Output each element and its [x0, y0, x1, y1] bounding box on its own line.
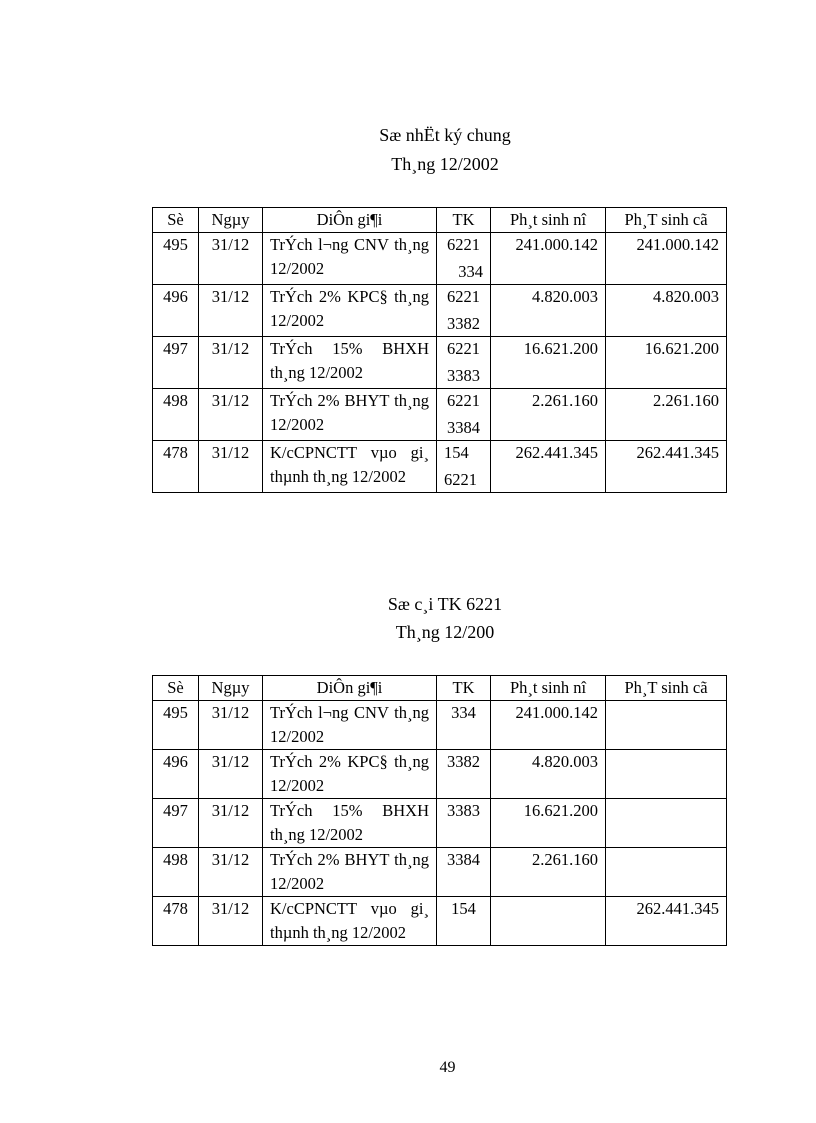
- ledger-cell-tk: 3384: [437, 848, 491, 897]
- journal-cell-debit: 16.621.200: [491, 337, 606, 389]
- ledger-cell-debit: [491, 897, 606, 946]
- ledger-cell-date: 31/12: [199, 897, 263, 946]
- journal-header-no: Sè: [153, 208, 199, 233]
- journal-cell-date: 31/12: [199, 233, 263, 285]
- ledger-title: Sæ c¸i TK 6221: [387, 594, 503, 614]
- ledger-cell-debit: 241.000.142: [491, 701, 606, 750]
- journal-header-credit: Ph¸T sinh cã: [606, 208, 727, 233]
- ledger-header-row: [153, 676, 727, 701]
- ledger-cell-credit: [606, 701, 727, 750]
- ledger-cell-tk: 154: [437, 897, 491, 946]
- ledger-subtitle: Th¸ng 12/200: [395, 622, 495, 642]
- journal-cell-debit: 4.820.003: [491, 285, 606, 337]
- journal-cell-tk: [437, 441, 491, 493]
- journal-cell-credit: 241.000.142: [606, 233, 727, 285]
- journal-cell-credit: 4.820.003: [606, 285, 727, 337]
- journal-header-debit: Ph¸t sinh nî: [491, 208, 606, 233]
- journal-cell-tk: [437, 389, 491, 441]
- journal-header-desc: DiÔn gi¶i: [263, 208, 437, 233]
- page-number: 49: [439, 1059, 456, 1076]
- journal-cell-tk: [437, 285, 491, 337]
- ledger-cell-tk: 3382: [437, 750, 491, 799]
- journal-tk-credit: 334: [458, 262, 483, 281]
- journal-tk-credit: 6221: [444, 470, 477, 489]
- ledger-cell-credit: [606, 799, 727, 848]
- journal-row: [153, 389, 727, 441]
- ledger-row: [153, 799, 727, 848]
- journal-tk-credit: 3383: [447, 366, 480, 385]
- ledger-table: [152, 675, 727, 946]
- journal-table: [152, 207, 727, 493]
- journal-row: [153, 233, 727, 285]
- ledger-cell-date: 31/12: [199, 848, 263, 897]
- journal-cell-desc: K/cCPNCTT vµo gi¸ thµnh th¸ng 12/2002: [263, 441, 437, 493]
- journal-cell-desc: TrÝch 2% KPC§ th¸ng 12/2002: [263, 285, 437, 337]
- journal-cell-date: 31/12: [199, 285, 263, 337]
- ledger-header-date: Ngµy: [199, 676, 263, 701]
- journal-cell-credit: 262.441.345: [606, 441, 727, 493]
- journal-header-row: [153, 208, 727, 233]
- journal-cell-credit: 2.261.160: [606, 389, 727, 441]
- ledger-cell-desc: TrÝch 15% BHXH th¸ng 12/2002: [263, 799, 437, 848]
- ledger-cell-desc: TrÝch 2% BHYT th¸ng 12/2002: [263, 848, 437, 897]
- journal-cell-debit: 262.441.345: [491, 441, 606, 493]
- journal-tk-debit: 6221: [447, 235, 480, 254]
- journal-cell-date: 31/12: [199, 441, 263, 493]
- ledger-header-desc: DiÔn gi¶i: [263, 676, 437, 701]
- journal-cell-date: 31/12: [199, 389, 263, 441]
- ledger-header-debit: Ph¸t sinh nî: [491, 676, 606, 701]
- ledger-cell-date: 31/12: [199, 750, 263, 799]
- journal-cell-tk: [437, 233, 491, 285]
- journal-row: [153, 285, 727, 337]
- journal-tk-credit: 3382: [447, 314, 480, 333]
- ledger-cell-no: 497: [153, 799, 199, 848]
- ledger-row: [153, 897, 727, 946]
- ledger-cell-desc: TrÝch l¬ng CNV th¸ng 12/2002: [263, 701, 437, 750]
- ledger-header-credit: Ph¸T sinh cã: [606, 676, 727, 701]
- ledger-cell-date: 31/12: [199, 701, 263, 750]
- journal-tk-credit: 3384: [447, 418, 480, 437]
- ledger-cell-tk: 334: [437, 701, 491, 750]
- journal-tk-debit: 6221: [447, 287, 480, 306]
- ledger-cell-no: 496: [153, 750, 199, 799]
- journal-title: Sæ nhËt ký chung: [379, 125, 511, 145]
- journal-cell-no: 498: [153, 389, 199, 441]
- ledger-cell-tk: 3383: [437, 799, 491, 848]
- journal-cell-desc: TrÝch l¬ng CNV th¸ng 12/2002: [263, 233, 437, 285]
- journal-row: [153, 337, 727, 389]
- journal-cell-no: 497: [153, 337, 199, 389]
- journal-cell-tk: [437, 337, 491, 389]
- ledger-cell-date: 31/12: [199, 799, 263, 848]
- journal-cell-no: 495: [153, 233, 199, 285]
- ledger-header-no: Sè: [153, 676, 199, 701]
- journal-tk-debit: 154: [444, 443, 469, 462]
- journal-header-tk: TK: [437, 208, 491, 233]
- journal-cell-desc: TrÝch 2% BHYT th¸ng 12/2002: [263, 389, 437, 441]
- ledger-cell-debit: 16.621.200: [491, 799, 606, 848]
- journal-cell-no: 496: [153, 285, 199, 337]
- journal-cell-debit: 241.000.142: [491, 233, 606, 285]
- journal-header-date: Ngµy: [199, 208, 263, 233]
- journal-tk-debit: 6221: [447, 391, 480, 410]
- journal-subtitle: Th¸ng 12/2002: [391, 154, 499, 174]
- ledger-cell-no: 478: [153, 897, 199, 946]
- ledger-cell-credit: [606, 848, 727, 897]
- journal-cell-credit: 16.621.200: [606, 337, 727, 389]
- journal-cell-no: 478: [153, 441, 199, 493]
- ledger-header-tk: TK: [437, 676, 491, 701]
- ledger-cell-no: 498: [153, 848, 199, 897]
- ledger-row: [153, 848, 727, 897]
- ledger-cell-debit: 4.820.003: [491, 750, 606, 799]
- ledger-cell-debit: 2.261.160: [491, 848, 606, 897]
- ledger-cell-desc: K/cCPNCTT vµo gi¸ thµnh th¸ng 12/2002: [263, 897, 437, 946]
- journal-tk-debit: 6221: [447, 339, 480, 358]
- ledger-cell-credit: 262.441.345: [606, 897, 727, 946]
- ledger-cell-credit: [606, 750, 727, 799]
- journal-cell-debit: 2.261.160: [491, 389, 606, 441]
- journal-cell-date: 31/12: [199, 337, 263, 389]
- ledger-cell-desc: TrÝch 2% KPC§ th¸ng 12/2002: [263, 750, 437, 799]
- journal-cell-desc: TrÝch 15% BHXH th¸ng 12/2002: [263, 337, 437, 389]
- ledger-cell-no: 495: [153, 701, 199, 750]
- ledger-row: [153, 750, 727, 799]
- ledger-row: [153, 701, 727, 750]
- journal-row: [153, 441, 727, 493]
